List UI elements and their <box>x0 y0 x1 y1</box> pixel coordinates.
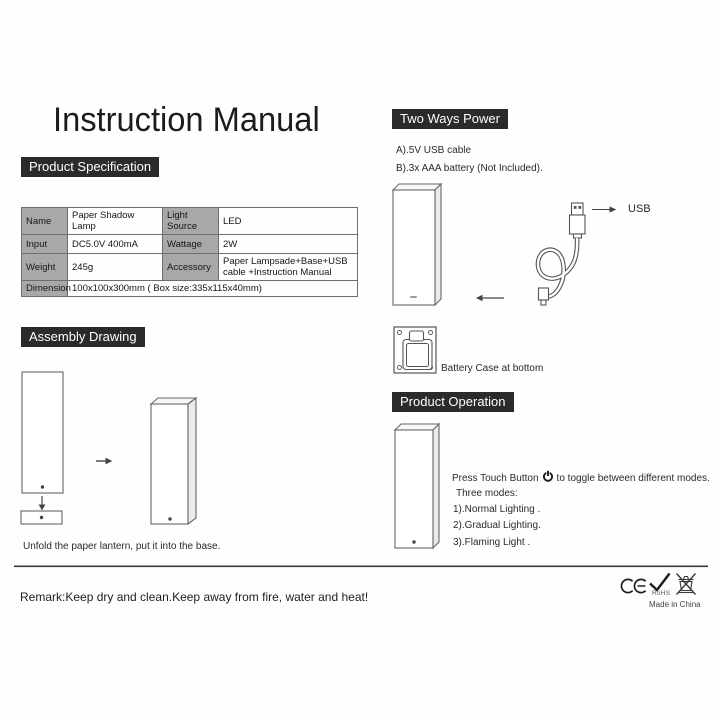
assembly-caption: Unfold the paper lantern, put it into the base. <box>23 541 221 552</box>
rohs-label: RoHS <box>652 590 671 597</box>
lamp-base-drawing <box>21 511 62 524</box>
spec-header-cell: Accessory <box>163 254 219 281</box>
flat-lantern-drawing <box>22 372 63 493</box>
page-title: Instruction Manual <box>53 101 320 139</box>
micro-usb-connector <box>539 288 549 305</box>
section-label-product-operation: Product Operation <box>392 392 514 412</box>
arrow-right-icon <box>96 458 112 465</box>
mode-item-1: 1).Normal Lighting . <box>453 504 541 515</box>
spec-header-cell: Weight <box>22 254 68 281</box>
spec-header-cell: Wattage <box>163 235 219 254</box>
spec-value-cell: Paper Shadow Lamp <box>68 208 163 235</box>
spec-header-cell: Light Source <box>163 208 219 235</box>
spec-value-cell: LED <box>219 208 358 235</box>
spec-value-cell: 100x100x300mm ( Box size:335x115x40mm) <box>68 281 358 297</box>
spec-header-cell: Input <box>22 235 68 254</box>
press-instruction-suffix: to toggle between different modes. <box>556 473 710 484</box>
power-option-a: A).5V USB cable <box>396 145 472 156</box>
table-row <box>22 254 358 281</box>
modes-heading: Three modes: <box>456 488 518 499</box>
arrow-right-icon <box>592 206 616 212</box>
arrow-left-icon <box>476 295 504 302</box>
section-label-assembly-drawing: Assembly Drawing <box>21 327 145 347</box>
footer-remark: Remark:Keep dry and clean.Keep away from fire, water and heat! <box>20 590 369 604</box>
spec-header-cell: Dimension <box>22 281 68 297</box>
spec-value-cell: DC5.0V 400mA <box>68 235 163 254</box>
table-row <box>22 235 358 254</box>
usb-plug-icon <box>570 203 586 238</box>
usb-cable-drawing <box>538 203 585 305</box>
ce-mark-icon <box>621 579 645 592</box>
spec-table <box>21 207 358 297</box>
press-instruction-prefix: Press Touch Button <box>452 473 539 484</box>
table-row <box>22 281 358 297</box>
table-row <box>22 208 358 235</box>
operation-lamp-drawing <box>395 424 439 548</box>
spec-value-cell: 2W <box>219 235 358 254</box>
press-touch-button-instruction <box>452 470 710 484</box>
lamp-3d-drawing <box>393 184 441 305</box>
power-option-b: B).3x AAA battery (Not Included). <box>396 163 543 174</box>
section-label-product-specification: Product Specification <box>21 157 159 177</box>
rohs-check-icon <box>650 574 670 591</box>
separator-line <box>14 566 708 568</box>
mode-item-3: 3).Flaming Light . <box>453 537 531 548</box>
battery-case-drawing <box>394 327 436 373</box>
spec-value-cell: 245g <box>68 254 163 281</box>
spec-header-cell: Name <box>22 208 68 235</box>
section-label-two-ways-power: Two Ways Power <box>392 109 508 129</box>
mode-item-2: 2).Gradual Lighting. <box>453 520 541 531</box>
made-in-china-label: Made in China <box>649 600 701 609</box>
power-icon <box>542 470 554 482</box>
usb-label: USB <box>628 203 651 215</box>
spec-value-cell: Paper Lampsade+Base+USB cable +Instruction Manual <box>219 254 358 281</box>
assembled-lamp-drawing <box>151 398 196 524</box>
arrow-down-icon <box>39 496 46 511</box>
weee-bin-icon <box>677 574 696 595</box>
battery-case-caption: Battery Case at bottom <box>441 363 544 374</box>
